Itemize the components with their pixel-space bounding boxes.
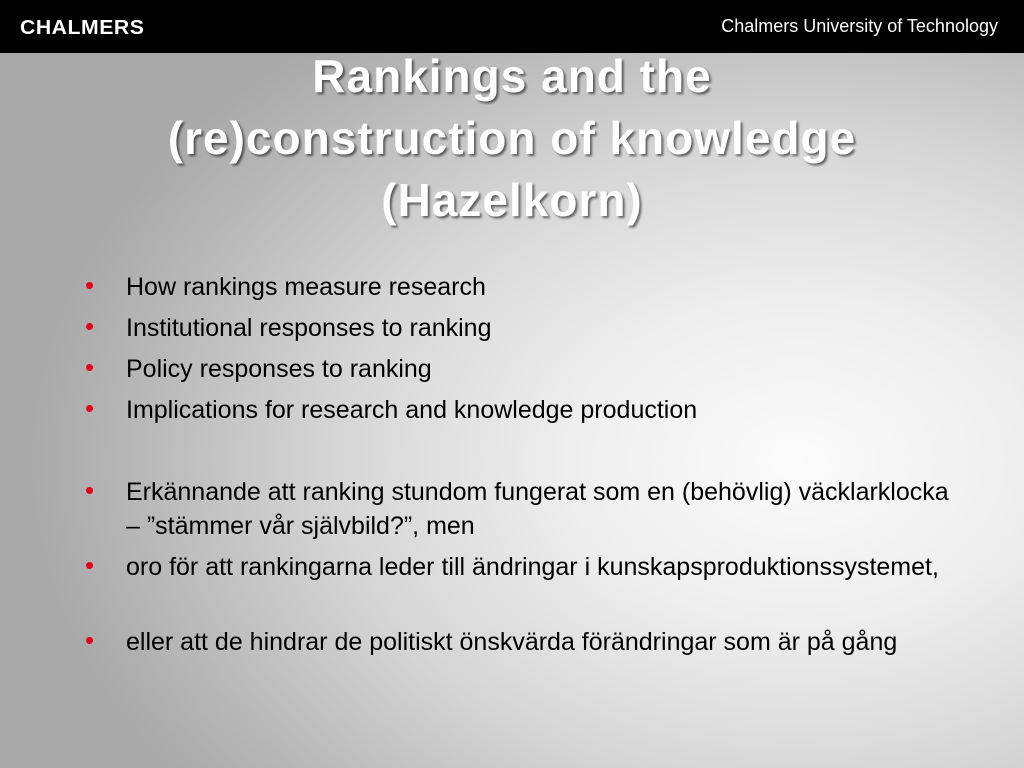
bullet-text: Erkännande att ranking stundom fungerat som en (behövlig) väcklarklocka – ”stämmer vår självbild?”, men (126, 478, 949, 540)
bullet-dot-icon: • (85, 311, 95, 341)
bullet-item (85, 311, 965, 345)
bullet-item (85, 270, 965, 304)
bullet-item (85, 550, 965, 584)
bullet-item (85, 475, 965, 543)
title-line: (re)construction of knowledge (167, 112, 857, 164)
bullet-text: How rankings measure research (126, 273, 486, 301)
bullet-dot-icon: • (85, 475, 95, 505)
bullet-text: Implications for research and knowledge production (126, 396, 698, 424)
slide-title (0, 45, 1024, 231)
bullet-item (85, 352, 965, 386)
organization-name: Chalmers University of Technology (721, 16, 998, 36)
bullet-dot-icon: • (85, 625, 95, 655)
title-line: (Hazelkorn) (381, 174, 643, 226)
bullet-text: oro för att rankingarna leder till ändringar i kunskapsproduktionssystemet, (126, 553, 939, 581)
bullet-dot-icon: • (85, 550, 95, 580)
bullet-text: Institutional responses to ranking (126, 314, 492, 342)
title-line: Rankings and the (312, 50, 712, 102)
bullet-item (85, 625, 965, 659)
bullet-item (85, 393, 965, 427)
bullet-text: Policy responses to ranking (126, 355, 432, 383)
bullet-text: eller att de hindrar de politiskt önskvärda förändringar som är på gång (126, 628, 898, 656)
bullet-dot-icon: • (85, 270, 95, 300)
bullet-dot-icon: • (85, 393, 95, 423)
bullet-dot-icon: • (85, 352, 95, 382)
chalmers-logo: CHALMERS (20, 17, 145, 39)
